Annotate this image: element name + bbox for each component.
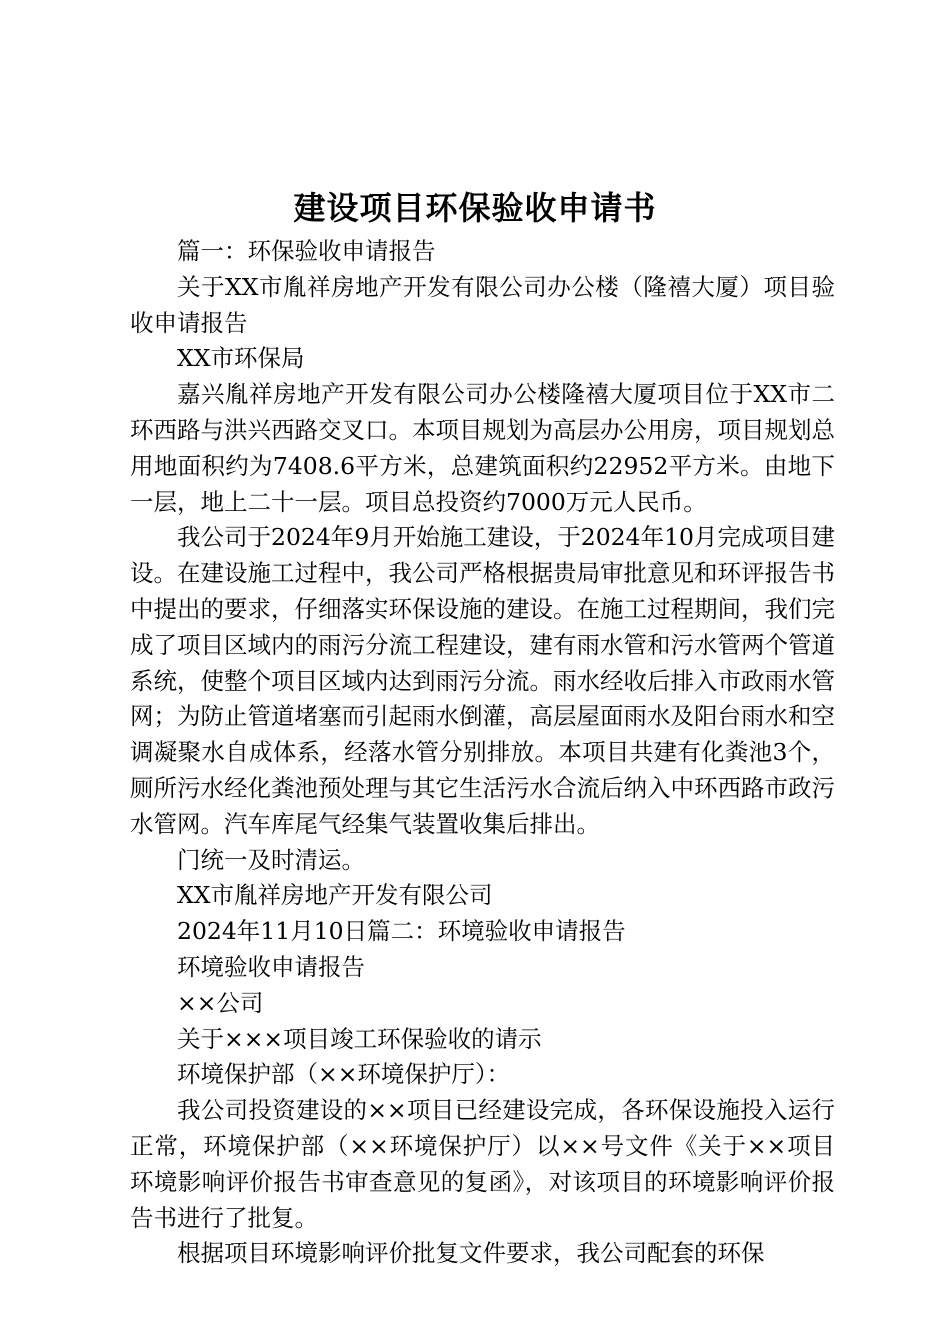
company-line: ××公司 xyxy=(177,988,264,1017)
waste-collection-line: 门统一及时清运。 xyxy=(177,845,365,874)
signature-date-and-part-two: 2024年11月10日篇二：环境验收申请报告 xyxy=(177,917,626,946)
project-completion-paragraph: 我公司投资建设的××项目已经建设完成，各环保设施投入运行正常，环境保护部（××环境保护厅）以××号文件《关于××项目环境影响评价报告书审查意见的复函》，对该项目的环境影响评价报告书进行了批复。 xyxy=(130,1096,835,1232)
recipient-line: XX市环保局 xyxy=(177,344,305,373)
construction-details-paragraph: 我公司于2024年9月开始施工建设，于2024年10月完成项目建设。在建设施工过程中，我公司严格根据贵局审批意见和环评报告书中提出的要求，仔细落实环保设施的建设。在施工过程期间，我们完成了项目区域内的雨污分流工程建设，建有雨水管和污水管两个管道系统，使整个项目区域内达到雨污分流。雨水经收后排入市政雨水管网；为防止管道堵塞而引起雨水倒灌，高层屋面雨水及阳台雨水和空调凝聚水自成体系，经落水管分别排放。本项目共建有化粪池3个，厕所污水经化粪池预处理与其它生活污水合流后纳入中环西路市政污水管网。汽车库尾气经集气装置收集后排出。 xyxy=(130,523,835,838)
section-heading-part-one: 篇一：环保验收申请报告 xyxy=(177,237,436,265)
request-subject: 关于×××项目竣工环保验收的请示 xyxy=(177,1024,542,1053)
addressee-line: 环境保护部（××环境保护厅）： xyxy=(177,1060,511,1089)
project-overview-paragraph: 嘉兴胤祥房地产开发有限公司办公楼隆禧大厦项目位于XX市二环西路与洪兴西路交叉口。本项目规划为高层办公用房，项目规划总用地面积约为7408.6平方米，总建筑面积约22952平方米。由地下一层，地上二十一层。项目总投资约7000万元人民币。 xyxy=(130,380,835,516)
document-title: 建设项目环保验收申请书 xyxy=(293,189,657,227)
requirements-paragraph: 根据项目环境影响评价批复文件要求，我公司配套的环保 xyxy=(177,1239,765,1268)
signature-company: XX市胤祥房地产开发有限公司 xyxy=(177,881,493,910)
report-title: 关于XX市胤祥房地产开发有限公司办公楼（隆禧大厦）项目验收申请报告 xyxy=(130,272,835,337)
part-two-title: 环境验收申请报告 xyxy=(177,952,365,981)
document-body xyxy=(130,234,835,1272)
